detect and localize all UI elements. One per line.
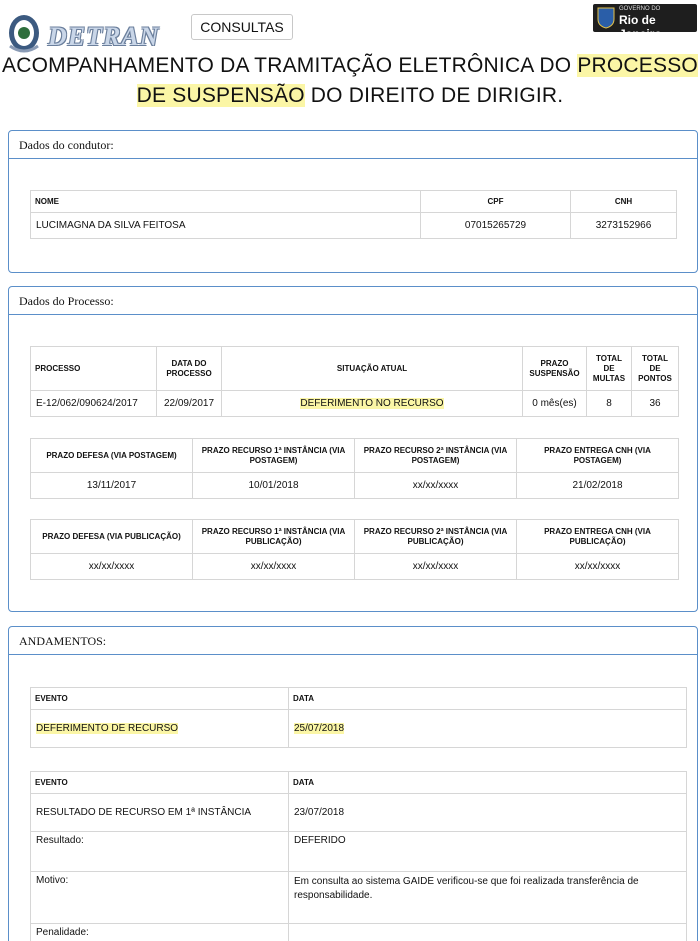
cnh-publicacao: xx/xx/xxxx [517, 554, 679, 580]
processo-situacao [222, 391, 523, 417]
evento-text: DEFERIMENTO DE RECURSO [36, 723, 179, 734]
resultado-label: Resultado: [31, 832, 289, 872]
col-header-evento: EVENTO [31, 772, 289, 794]
panel-heading: Dados do condutor: [9, 131, 697, 159]
processo-numero: E-12/062/090624/2017 [31, 391, 157, 417]
col-header-pontos: TOTAL DE PONTOS [632, 347, 679, 391]
col-header-data: DATA [289, 772, 687, 794]
motivo-label: Motivo: [31, 872, 289, 924]
col-header-nome: NOME [31, 191, 421, 213]
situacao-text: DEFERIMENTO NO RECURSO [300, 398, 444, 409]
gov-rj-badge [593, 4, 697, 41]
panel-processo [8, 286, 698, 612]
panel-condutor [8, 130, 698, 273]
processo-pontos: 36 [632, 391, 679, 417]
recurso1-postagem: 10/01/2018 [193, 473, 355, 499]
defesa-postagem: 13/11/2017 [31, 473, 193, 499]
col-header-data: DATA DO PROCESSO [157, 347, 222, 391]
col-header-cnh-postagem: PRAZO ENTREGA CNH (VIA POSTAGEM) [517, 439, 679, 473]
processo-multas: 8 [587, 391, 632, 417]
andamento-item-1 [30, 687, 687, 748]
col-header-cnh: CNH [571, 191, 677, 213]
col-header-data: DATA [289, 688, 687, 710]
panel-andamentos [8, 626, 698, 941]
title-text: DO DIREITO DE DIRIGIR. [304, 84, 564, 107]
motivo-value: Em consulta ao sistema GAIDE verificou-se que foi realizada transferência de responsabilidade. [289, 872, 687, 924]
page-title-line1 [0, 54, 700, 78]
col-header-situacao: SITUAÇÃO ATUAL [222, 347, 523, 391]
resultado-value: DEFERIDO [289, 832, 687, 872]
penalidade-value [289, 924, 687, 941]
title-highlight: DE SUSPENSÃO [136, 84, 305, 107]
publicacao-table [30, 519, 679, 580]
rj-shield-icon [597, 7, 615, 29]
condutor-cpf: 07015265729 [421, 213, 571, 239]
col-header-cpf: CPF [421, 191, 571, 213]
condutor-table [30, 190, 677, 239]
col-header-recurso2-postagem: PRAZO RECURSO 2ª INSTÂNCIA (VIA POSTAGEM) [355, 439, 517, 473]
penalidade-label: Penalidade: [31, 924, 289, 941]
postagem-table [30, 438, 679, 499]
andamento-item-2 [30, 771, 687, 941]
condutor-cnh: 3273152966 [571, 213, 677, 239]
detran-logo [4, 8, 160, 60]
processo-data: 22/09/2017 [157, 391, 222, 417]
col-header-cnh-publicacao: PRAZO ENTREGA CNH (VIA PUBLICAÇÃO) [517, 520, 679, 554]
col-header-multas: TOTAL DE MULTAS [587, 347, 632, 391]
defesa-publicacao: xx/xx/xxxx [31, 554, 193, 580]
col-header-recurso1-postagem: PRAZO RECURSO 1ª INSTÂNCIA (VIA POSTAGEM) [193, 439, 355, 473]
col-header-prazo: PRAZO SUSPENSÃO [523, 347, 587, 391]
condutor-nome: LUCIMAGNA DA SILVA FEITOSA [31, 213, 421, 239]
recurso2-publicacao: xx/xx/xxxx [355, 554, 517, 580]
col-header-defesa-publicacao: PRAZO DEFESA (VIA PUBLICAÇÃO) [31, 520, 193, 554]
logo-text: DETRAN [48, 22, 160, 51]
col-header-recurso2-publicacao: PRAZO RECURSO 2ª INSTÂNCIA (VIA PUBLICAÇÃO) [355, 520, 517, 554]
consultas-button[interactable]: CONSULTAS [191, 14, 293, 40]
data-value [289, 710, 687, 748]
data-value: 23/07/2018 [289, 794, 687, 832]
col-header-processo: PROCESSO [31, 347, 157, 391]
col-header-defesa-postagem: PRAZO DEFESA (VIA POSTAGEM) [31, 439, 193, 473]
evento-value [31, 710, 289, 748]
cnh-postagem: 21/02/2018 [517, 473, 679, 499]
panel-heading: Dados do Processo: [9, 287, 697, 315]
col-header-evento: EVENTO [31, 688, 289, 710]
panel-heading: ANDAMENTOS: [9, 627, 697, 655]
col-header-recurso1-publicacao: PRAZO RECURSO 1ª INSTÂNCIA (VIA PUBLICAÇÃO) [193, 520, 355, 554]
data-text: 25/07/2018 [294, 723, 345, 734]
gov-small-text: GOVERNO DO [619, 6, 661, 12]
gov-big-text: Rio de Janeiro [619, 13, 662, 41]
evento-value: RESULTADO DE RECURSO EM 1ª INSTÂNCIA [31, 794, 289, 832]
page-title-line2 [0, 84, 700, 108]
processo-table [30, 346, 679, 417]
recurso1-publicacao: xx/xx/xxxx [193, 554, 355, 580]
title-text: ACOMPANHAMENTO DA TRAMITAÇÃO ELETRÔNICA DO [2, 54, 578, 77]
recurso2-postagem: xx/xx/xxxx [355, 473, 517, 499]
title-highlight: PROCESSO [577, 54, 698, 77]
detran-emblem-icon [6, 12, 42, 54]
processo-prazo: 0 mês(es) [523, 391, 587, 417]
